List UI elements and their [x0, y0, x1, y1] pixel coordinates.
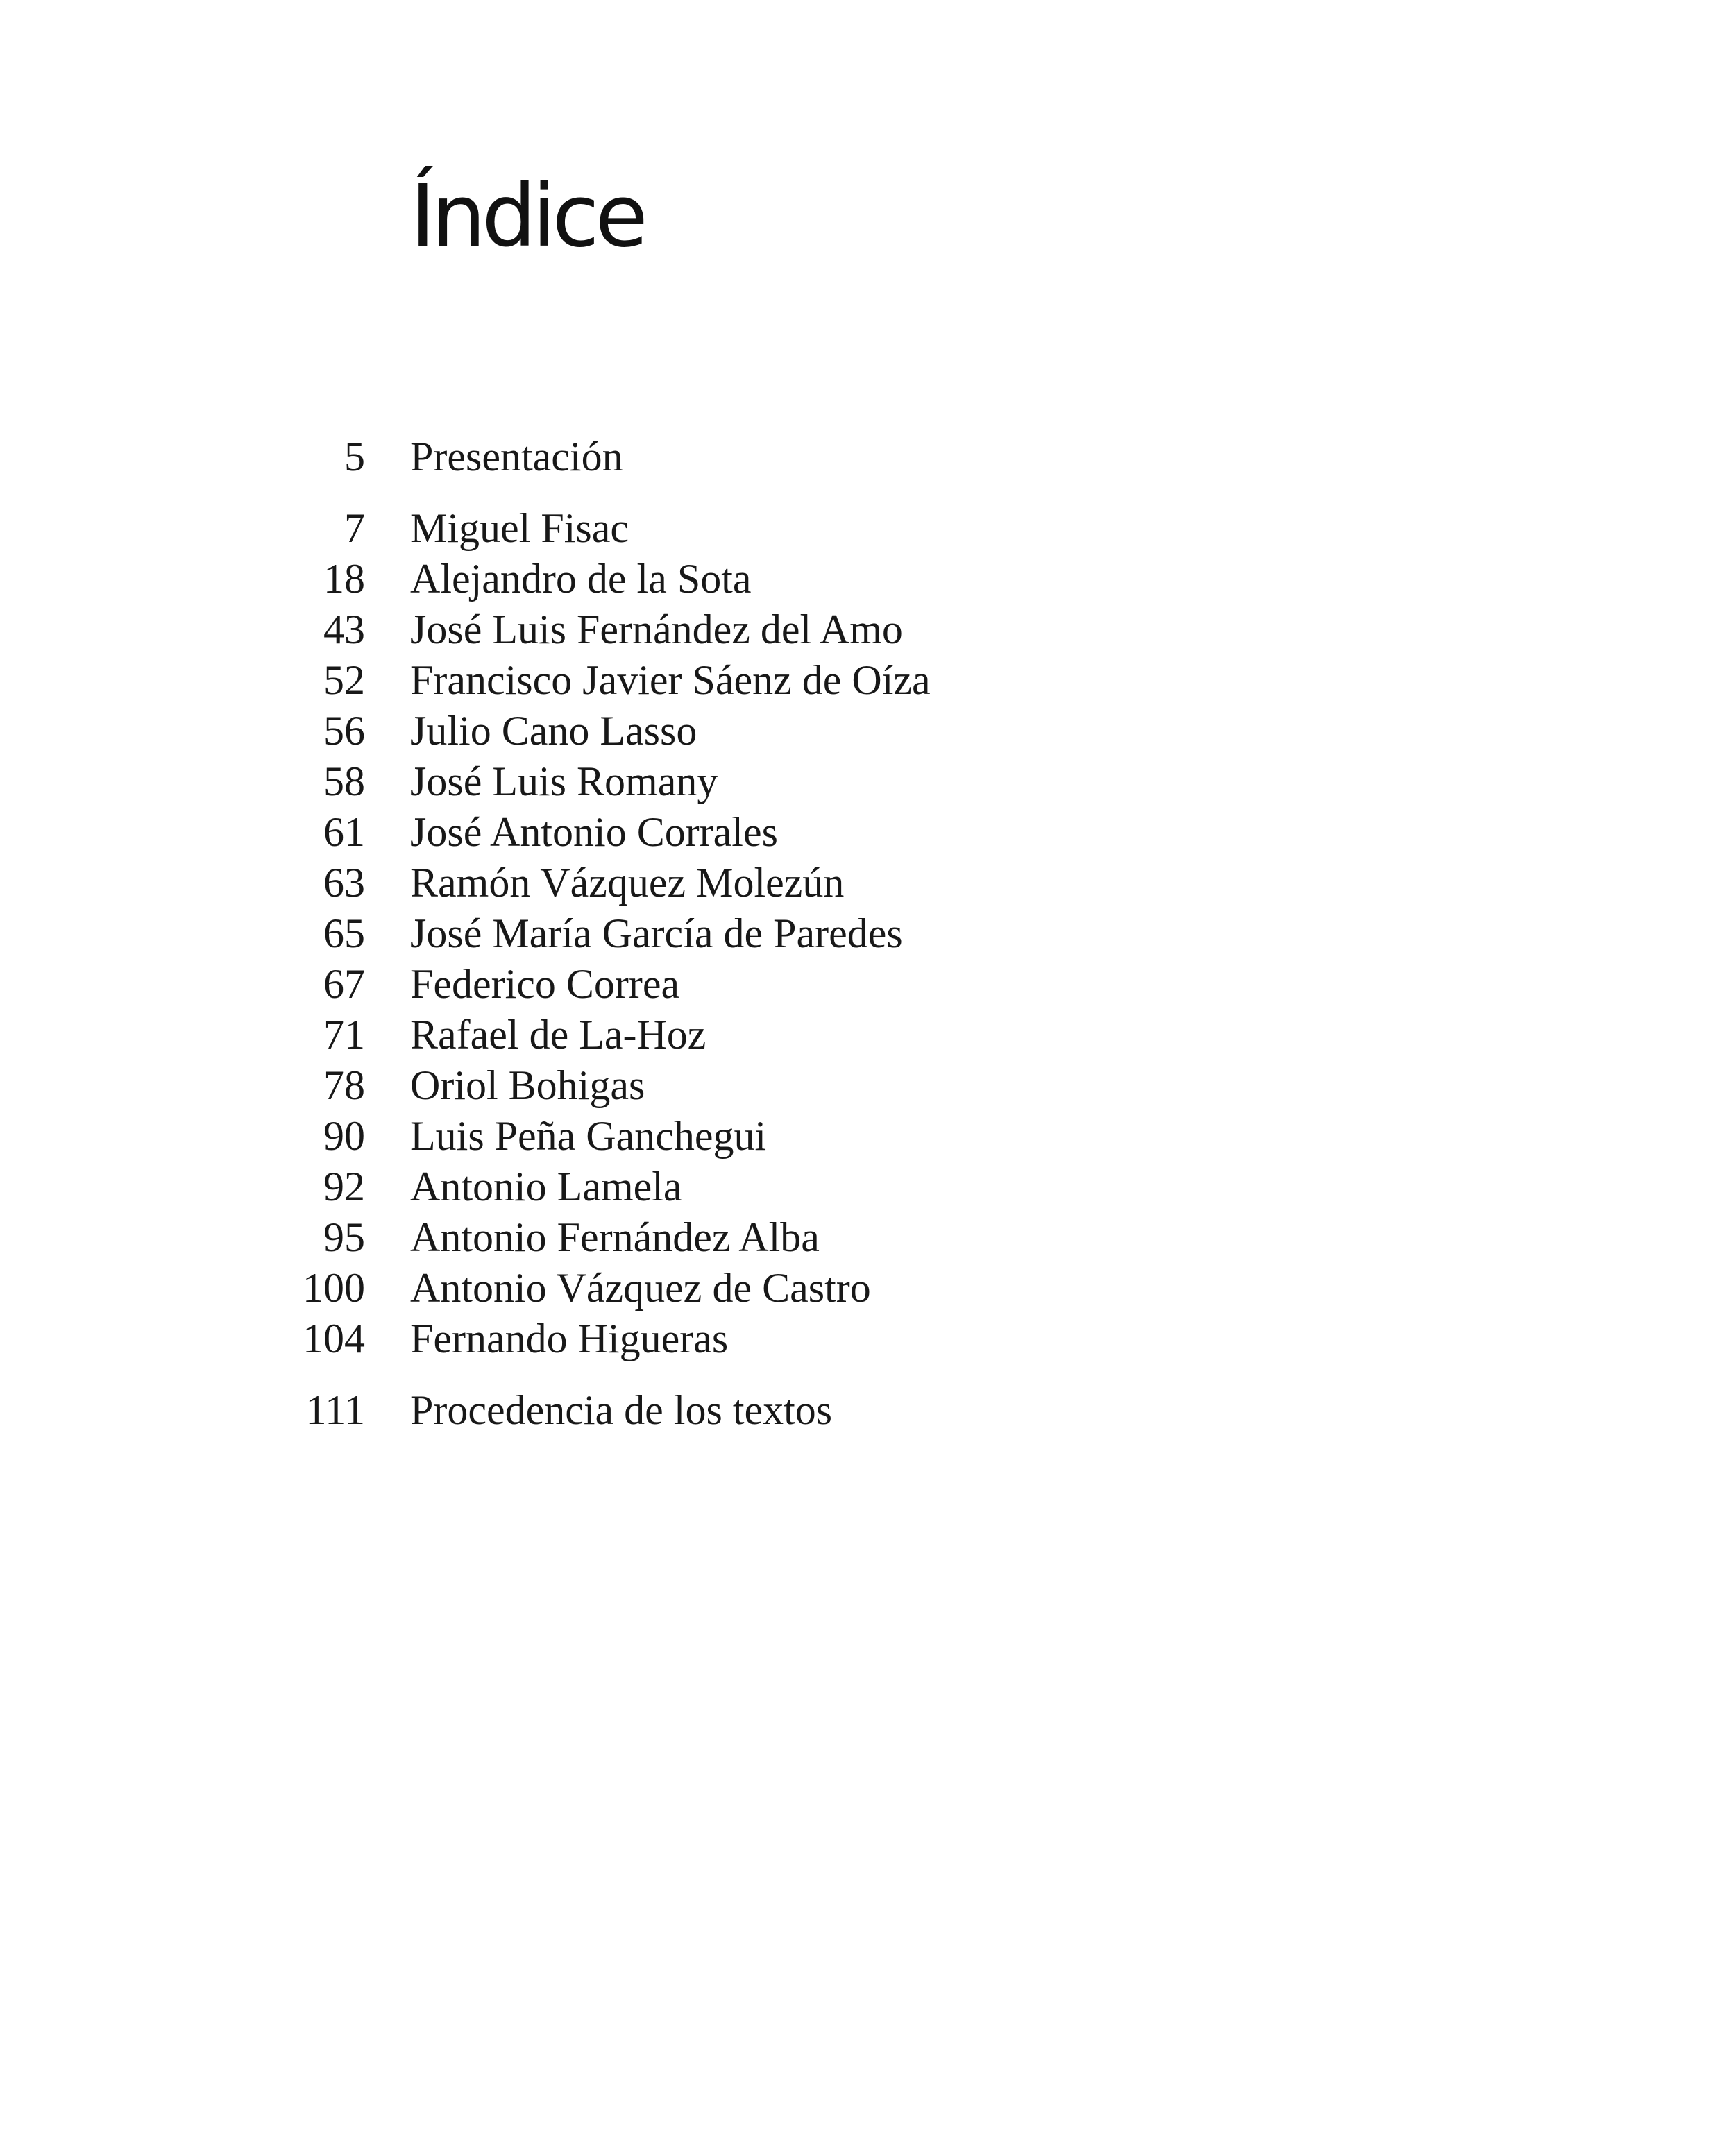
toc-entry: [264, 1060, 1444, 1111]
toc-entry: [264, 756, 1444, 807]
toc-page-number: 100: [303, 1265, 365, 1311]
toc-page-number: 7: [344, 505, 365, 551]
toc-entry-label: Rafael de La-Hoz: [410, 1012, 706, 1058]
toc-entry: [264, 554, 1444, 604]
toc-page-number: 111: [305, 1387, 365, 1433]
toc-entry: [264, 604, 1444, 655]
toc-page-number: 92: [323, 1164, 365, 1209]
toc-entry-label: José Luis Fernández del Amo: [410, 606, 903, 652]
toc-entry: [264, 1263, 1444, 1314]
toc-entry-label: Ramón Vázquez Molezún: [410, 860, 845, 906]
toc-page-number: 63: [323, 860, 365, 906]
toc-page-number: 52: [323, 657, 365, 703]
toc-entry: [264, 807, 1444, 858]
toc-entry-label: Alejandro de la Sota: [410, 556, 752, 602]
toc-entry-label: José Antonio Corrales: [410, 809, 778, 855]
toc-page-number: 78: [323, 1062, 365, 1108]
toc-entry: [264, 1010, 1444, 1060]
toc-entry: [264, 503, 1444, 554]
toc-entry-label: José Luis Romany: [410, 758, 718, 804]
toc-entry-label: Antonio Vázquez de Castro: [410, 1265, 871, 1311]
toc-entry: [264, 858, 1444, 908]
toc-entry-label: Federico Correa: [410, 961, 680, 1007]
toc-entry-label: Antonio Lamela: [410, 1164, 682, 1209]
toc-entry: [264, 432, 1444, 482]
toc-entry-label: Francisco Javier Sáenz de Oíza: [410, 657, 931, 703]
toc-entry: [264, 1111, 1444, 1162]
toc-entry-label: Presentación: [410, 434, 623, 479]
toc-entry-label: Fernando Higueras: [410, 1316, 729, 1361]
toc-entry-label: Luis Peña Ganchegui: [410, 1113, 767, 1159]
toc-entry: [264, 706, 1444, 756]
toc-entry-label: Oriol Bohigas: [410, 1062, 645, 1108]
toc-page-number: 65: [323, 910, 365, 956]
toc-page-number: 56: [323, 708, 365, 754]
toc-entry-label: Julio Cano Lasso: [410, 708, 697, 754]
toc-entry-label: Antonio Fernández Alba: [410, 1214, 820, 1260]
toc-page-number: 67: [323, 961, 365, 1007]
toc-entry: [264, 655, 1444, 706]
toc-page-number: 104: [303, 1316, 365, 1361]
page-title: Índice: [410, 167, 644, 266]
toc-entry: [264, 1385, 1444, 1436]
toc-page-number: 90: [323, 1113, 365, 1159]
toc-page-number: 18: [323, 556, 365, 602]
toc-entry-label: José María García de Paredes: [410, 910, 903, 956]
toc-page-number: 61: [323, 809, 365, 855]
toc-entry: [264, 959, 1444, 1010]
toc-page-number: 43: [323, 606, 365, 652]
toc-entry: [264, 1212, 1444, 1263]
toc-page-number: 58: [323, 758, 365, 804]
toc-entry: [264, 1314, 1444, 1364]
toc-page-number: 5: [344, 434, 365, 479]
toc-entry-label: Miguel Fisac: [410, 505, 629, 551]
toc-entry: [264, 1162, 1444, 1212]
toc-page-number: 71: [323, 1012, 365, 1058]
toc-page-number: 95: [323, 1214, 365, 1260]
toc-entry: [264, 908, 1444, 959]
toc-entry-label: Procedencia de los textos: [410, 1387, 833, 1433]
table-of-contents: [264, 432, 1444, 1436]
